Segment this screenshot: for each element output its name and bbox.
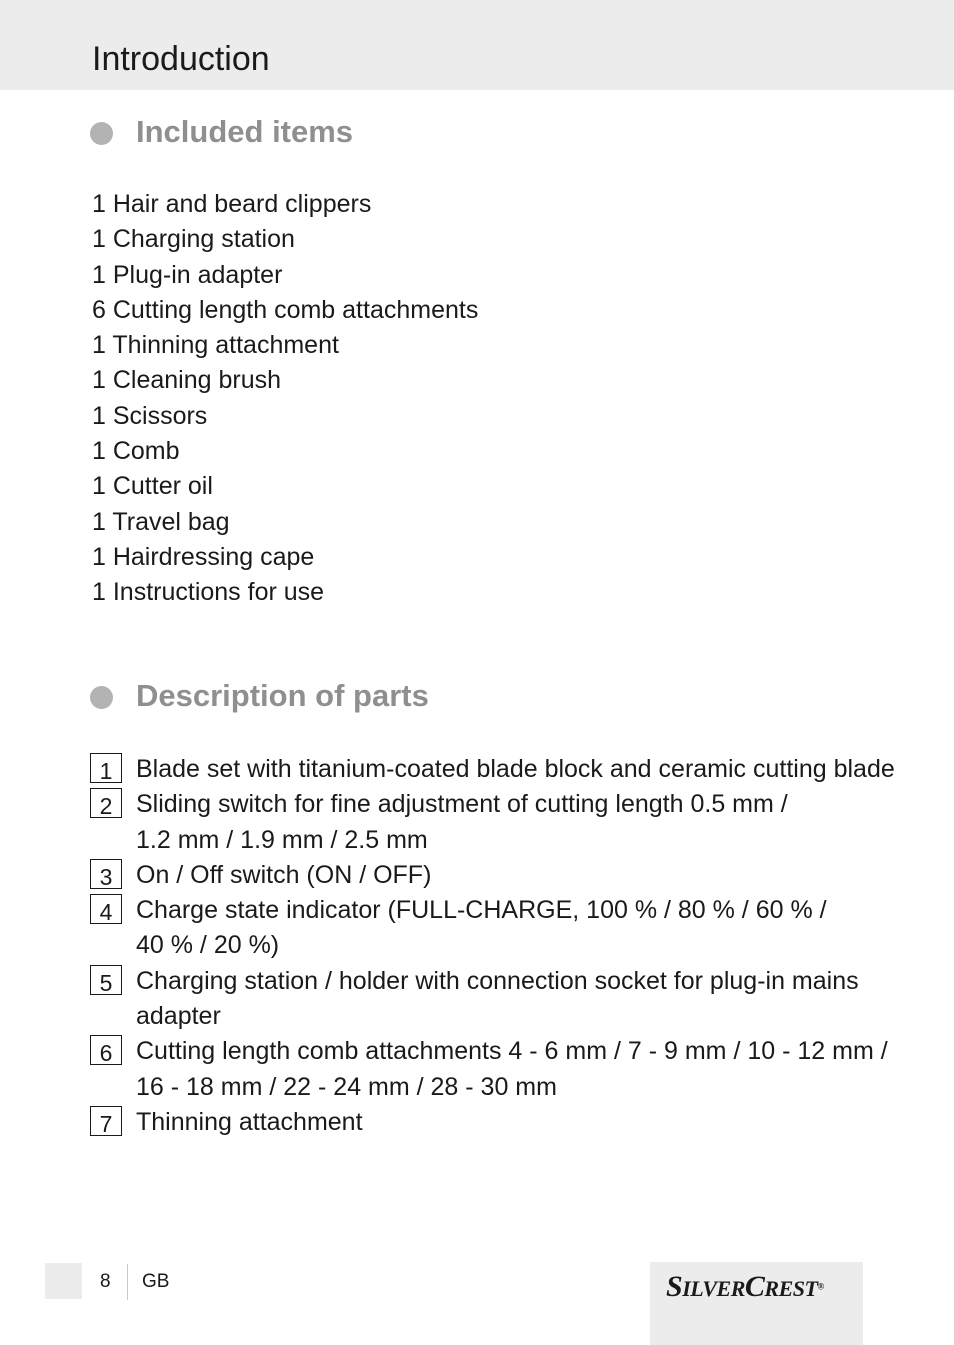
list-item: 1 Scissors	[92, 401, 208, 430]
list-item: 1 Hairdressing cape	[92, 542, 315, 571]
part-number-box: 4	[90, 894, 122, 924]
part-row	[90, 1034, 888, 1105]
part-description-line: adapter	[136, 1002, 221, 1031]
list-item: 1 Plug-in adapter	[92, 260, 283, 289]
list-item: 1 Instructions for use	[92, 578, 325, 607]
part-row	[90, 1105, 880, 1140]
part-row	[90, 964, 880, 1035]
part-row	[90, 893, 880, 964]
list-item: 6 Cutting length comb attachments	[92, 295, 479, 324]
part-number-box: 7	[90, 1106, 122, 1136]
footer-marker	[45, 1263, 82, 1299]
part-description	[136, 752, 895, 787]
part-row	[90, 787, 880, 858]
list-item: 1 Comb	[92, 437, 180, 466]
page-title: Introduction	[92, 40, 270, 78]
part-description	[136, 1034, 888, 1105]
brand-logo: SILVERCREST®	[666, 1270, 824, 1303]
part-description	[136, 893, 880, 964]
part-number-box: 2	[90, 788, 122, 818]
part-description-line: 40 % / 20 %)	[136, 931, 280, 960]
part-number-box: 6	[90, 1035, 122, 1065]
part-description	[136, 787, 880, 858]
page-number: 8	[100, 1271, 111, 1292]
part-description-line: On / Off switch (ON / OFF)	[136, 860, 432, 889]
footer-divider	[127, 1264, 128, 1300]
list-item: 1 Cutter oil	[92, 472, 213, 501]
part-description-line: 16 - 18 mm / 22 - 24 mm / 28 - 30 mm	[136, 1072, 557, 1101]
part-description	[136, 1105, 880, 1140]
part-description	[136, 964, 880, 1035]
part-description-line: Thinning attachment	[136, 1107, 363, 1136]
list-item: 1 Thinning attachment	[92, 331, 339, 360]
part-description-line: Charge state indicator (FULL-CHARGE, 100 % / 80 % / 60 % /	[136, 896, 827, 925]
list-item: 1 Hair and beard clippers	[92, 190, 372, 218]
language-code: GB	[142, 1271, 170, 1292]
included-items-list	[92, 187, 478, 611]
part-row	[90, 858, 880, 893]
part-description-line: Blade set with titanium-coated blade block and ceramic cutting blade	[136, 755, 895, 783]
included-items-title: Included items	[136, 114, 354, 149]
section-bullet-icon	[90, 122, 113, 145]
part-number-box: 3	[90, 859, 122, 889]
part-number-box: 5	[90, 965, 122, 995]
part-description-line: Cutting length comb attachments 4 - 6 mm / 7 - 9 mm / 10 - 12 mm /	[136, 1037, 888, 1066]
part-row	[90, 752, 895, 787]
list-item: 1 Travel bag	[92, 507, 230, 536]
brand-logo-box	[650, 1262, 863, 1345]
list-item: 1 Cleaning brush	[92, 366, 282, 395]
part-description-line: Sliding switch for fine adjustment of cutting length 0.5 mm /	[136, 790, 788, 819]
description-of-parts-title: Description of parts	[136, 678, 429, 713]
part-description-line: Charging station / holder with connection socket for plug-in mains	[136, 966, 859, 995]
parts-list	[90, 752, 895, 1140]
part-description-line: 1.2 mm / 1.9 mm / 2.5 mm	[136, 825, 428, 854]
section-bullet-icon	[90, 686, 113, 709]
part-description	[136, 858, 880, 893]
part-number-box: 1	[90, 753, 122, 783]
list-item: 1 Charging station	[92, 225, 295, 254]
